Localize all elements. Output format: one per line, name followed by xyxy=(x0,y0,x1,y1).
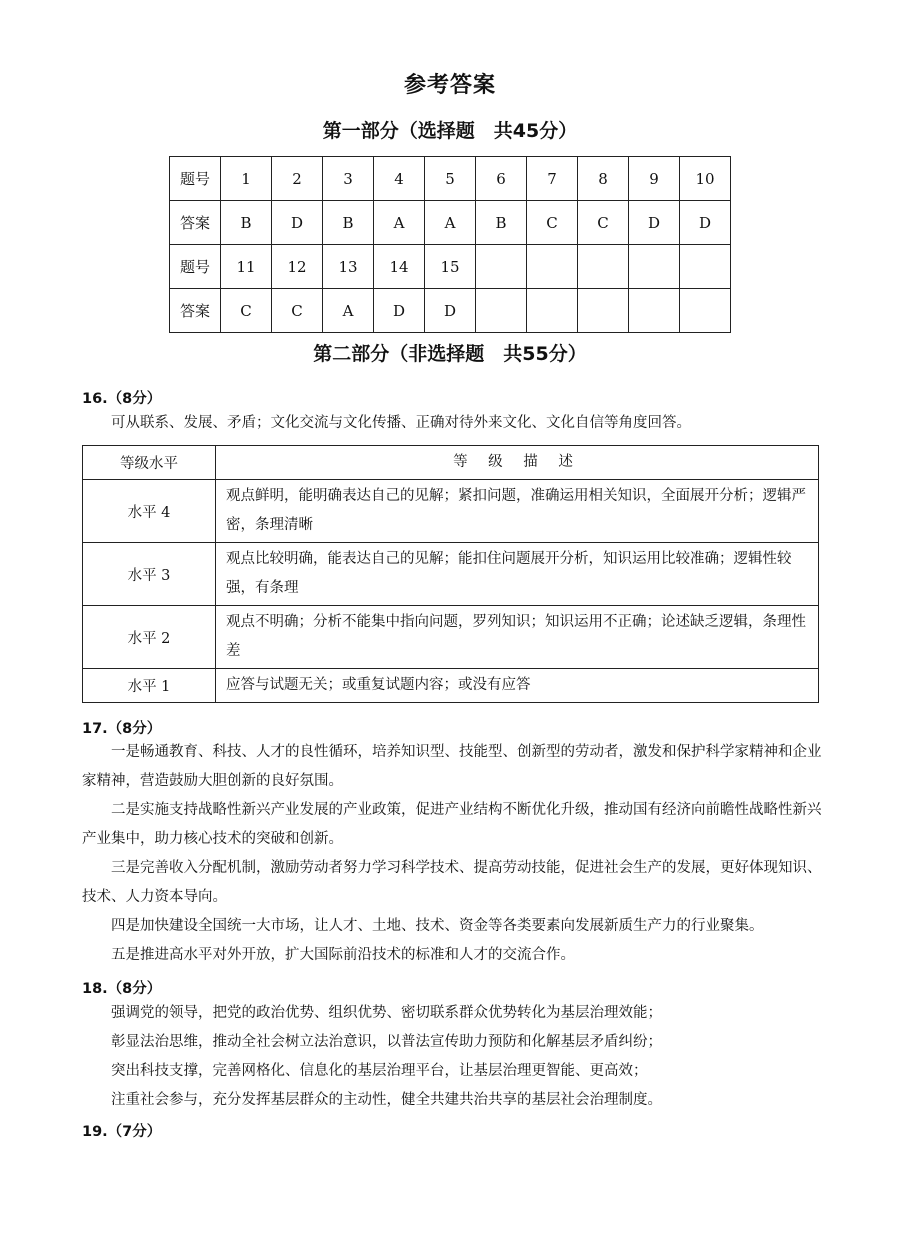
table-row xyxy=(170,289,731,333)
part2-heading: 第二部分（非选择题 共55分） xyxy=(313,343,587,365)
table-row xyxy=(170,245,731,289)
table-cell: 14 xyxy=(374,245,425,289)
table-cell: 7 xyxy=(527,157,578,201)
table-cell: D xyxy=(374,289,425,333)
q18-para-2: 彰显法治思维，推动全社会树立法治意识，以普法宣传助力预防和化解基层矛盾纠纷； xyxy=(111,1034,662,1050)
q17-para-1: 一是畅通教育、科技、人才的良性循环，培养知识型、技能型、创新型的劳动者，激发和保护科学家精神和企业家精神，营造鼓励大胆创新的良好氛围。 xyxy=(82,744,822,789)
table-cell: D xyxy=(629,201,680,245)
table-cell: 13 xyxy=(323,245,374,289)
table-cell: 3 xyxy=(323,157,374,201)
q17-heading: 17.（8分） xyxy=(82,721,162,737)
table-cell: 8 xyxy=(578,157,629,201)
page-title: 参考答案 xyxy=(403,73,496,98)
table-cell: 11 xyxy=(221,245,272,289)
q19-heading: 19.（7分） xyxy=(82,1124,162,1140)
choice-answer-table xyxy=(169,156,731,333)
q18-heading: 18.（8分） xyxy=(82,981,162,997)
table-cell: 5 xyxy=(425,157,476,201)
table-cell: 4 xyxy=(374,157,425,201)
row-label: 答案 xyxy=(170,289,221,333)
q17-para-4: 四是加快建设全国统一大市场，让人才、土地、技术、资金等各类要素向发展新质生产力的行业聚集。 xyxy=(111,918,764,934)
table-cell: C xyxy=(221,289,272,333)
table-row xyxy=(83,480,819,543)
table-cell xyxy=(680,245,731,289)
table-cell: 9 xyxy=(629,157,680,201)
q18-para-4: 注重社会参与，充分发挥基层群众的主动性，健全共建共治共享的基层社会治理制度。 xyxy=(111,1092,662,1108)
row-label: 题号 xyxy=(170,157,221,201)
table-cell: 10 xyxy=(680,157,731,201)
table-row xyxy=(83,543,819,606)
table-cell: 1 xyxy=(221,157,272,201)
table-cell xyxy=(578,289,629,333)
q18-para-1: 强调党的领导，把党的政治优势、组织优势、密切联系群众优势转化为基层治理效能； xyxy=(111,1005,662,1021)
table-cell: A xyxy=(425,201,476,245)
table-row xyxy=(170,157,731,201)
table-cell xyxy=(680,289,731,333)
level-cell: 水平 3 xyxy=(83,543,216,606)
level-cell: 水平 4 xyxy=(83,480,216,543)
table-cell: C xyxy=(272,289,323,333)
table-cell xyxy=(629,245,680,289)
row-label: 答案 xyxy=(170,201,221,245)
row-label: 题号 xyxy=(170,245,221,289)
desc-cell: 观点比较明确，能表达自己的见解；能扣住问题展开分析，知识运用比较准确；逻辑性较强，有条理 xyxy=(216,543,819,606)
table-cell: C xyxy=(578,201,629,245)
table-cell: 6 xyxy=(476,157,527,201)
table-cell: B xyxy=(221,201,272,245)
table-cell: D xyxy=(425,289,476,333)
table-cell: 2 xyxy=(272,157,323,201)
table-cell: B xyxy=(476,201,527,245)
table-cell xyxy=(527,289,578,333)
grading-level-table xyxy=(82,445,819,703)
table-cell: B xyxy=(323,201,374,245)
table-cell: D xyxy=(680,201,731,245)
table-cell xyxy=(476,289,527,333)
desc-cell: 应答与试题无关；或重复试题内容；或没有应答 xyxy=(216,669,819,703)
table-cell xyxy=(578,245,629,289)
part1-heading: 第一部分（选择题 共45分） xyxy=(322,120,578,142)
table-cell: 12 xyxy=(272,245,323,289)
q17-para-5: 五是推进高水平对外开放，扩大国际前沿技术的标准和人才的交流合作。 xyxy=(111,947,575,963)
q16-heading: 16.（8分） xyxy=(82,391,162,407)
level-cell: 水平 1 xyxy=(83,669,216,703)
q17-para-3: 三是完善收入分配机制，激励劳动者努力学习科学技术、提高劳动技能，促进社会生产的发展，更好体现知识、技术、人力资本导向。 xyxy=(82,860,822,905)
table-cell xyxy=(476,245,527,289)
table-cell xyxy=(629,289,680,333)
desc-cell: 观点不明确；分析不能集中指向问题，罗列知识；知识运用不正确；论述缺乏逻辑，条理性差 xyxy=(216,606,819,669)
table-cell: A xyxy=(323,289,374,333)
header-level: 等级水平 xyxy=(83,446,216,480)
table-row xyxy=(83,669,819,703)
level-cell: 水平 2 xyxy=(83,606,216,669)
table-row xyxy=(170,201,731,245)
table-cell: C xyxy=(527,201,578,245)
desc-cell: 观点鲜明，能明确表达自己的见解；紧扣问题，准确运用相关知识，全面展开分析；逻辑严密，条理清晰 xyxy=(216,480,819,543)
table-cell: 15 xyxy=(425,245,476,289)
table-cell: D xyxy=(272,201,323,245)
table-cell: A xyxy=(374,201,425,245)
table-cell xyxy=(527,245,578,289)
q18-para-3: 突出科技支撑，完善网格化、信息化的基层治理平台，让基层治理更智能、更高效； xyxy=(111,1063,648,1079)
header-desc: 等 级 描 述 xyxy=(216,446,819,480)
table-row xyxy=(83,606,819,669)
table-header-row xyxy=(83,446,819,480)
q17-para-2: 二是实施支持战略性新兴产业发展的产业政策，促进产业结构不断优化升级，推动国有经济向前瞻性战略性新兴产业集中，助力核心技术的突破和创新。 xyxy=(82,802,822,847)
q16-intro: 可从联系、发展、矛盾；文化交流与文化传播、正确对待外来文化、文化自信等角度回答。 xyxy=(111,415,691,431)
